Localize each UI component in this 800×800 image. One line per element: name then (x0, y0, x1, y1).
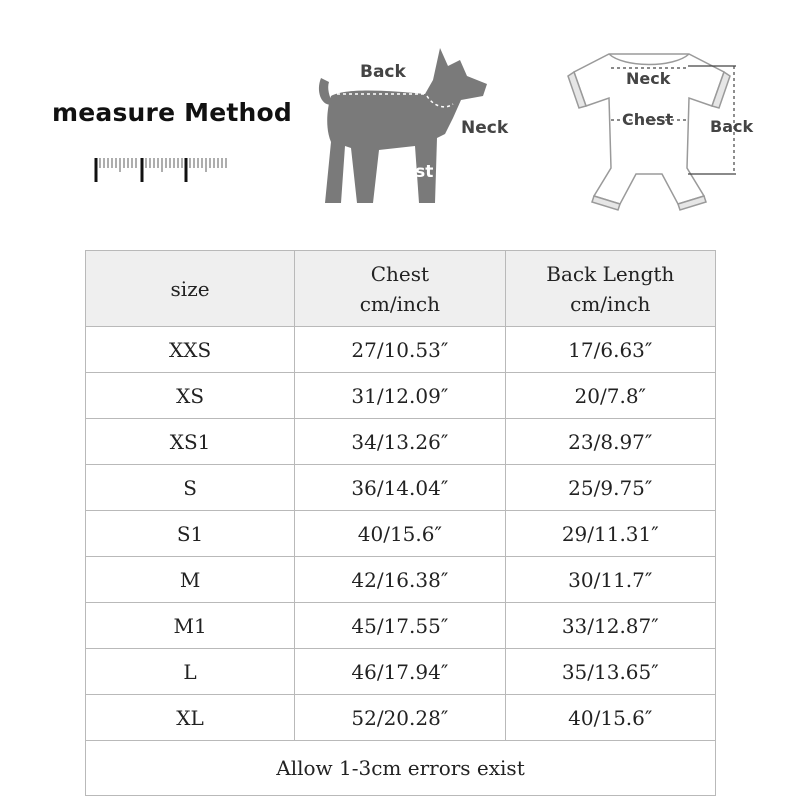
table-row (86, 649, 716, 695)
size-cell: XL (86, 695, 295, 741)
header-back-length (505, 251, 715, 327)
table-row (86, 603, 716, 649)
table-row (86, 511, 716, 557)
ruler-icon (94, 152, 229, 184)
header-back-unit: cm/inch (570, 291, 651, 316)
chest-cell: 45/17.55″ (295, 603, 505, 649)
measure-method-title: measure Method (52, 98, 292, 127)
chest-cell: 27/10.53″ (295, 327, 505, 373)
size-cell: L (86, 649, 295, 695)
shirt-back-label: Back (710, 117, 754, 136)
size-cell: XXS (86, 327, 295, 373)
size-chart-table (85, 250, 716, 796)
size-cell: XS1 (86, 419, 295, 465)
back-length-cell: 35/13.65″ (505, 649, 715, 695)
table-row (86, 373, 716, 419)
chest-cell: 46/17.94″ (295, 649, 505, 695)
back-length-cell: 29/11.31″ (505, 511, 715, 557)
chest-cell: 34/13.26″ (295, 419, 505, 465)
back-length-cell: 30/11.7″ (505, 557, 715, 603)
size-cell: S (86, 465, 295, 511)
table-header-row (86, 251, 716, 327)
size-cell: M1 (86, 603, 295, 649)
table-row (86, 695, 716, 741)
shirt-chest-label: Chest (622, 110, 674, 129)
chest-cell: 31/12.09″ (295, 373, 505, 419)
dog-chest-label: Chest (379, 162, 434, 182)
back-length-cell: 25/9.75″ (505, 465, 715, 511)
back-length-cell: 23/8.97″ (505, 419, 715, 465)
chest-cell: 36/14.04″ (295, 465, 505, 511)
shirt-measurement-illustration (564, 48, 764, 208)
size-cell: XS (86, 373, 295, 419)
size-cell: S1 (86, 511, 295, 557)
back-length-cell: 33/12.87″ (505, 603, 715, 649)
header-chest (295, 251, 505, 327)
header-chest-unit: cm/inch (359, 291, 440, 316)
tolerance-note: Allow 1-3cm errors exist (86, 741, 716, 796)
shirt-neck-label: Neck (626, 69, 671, 88)
dog-back-label: Back (360, 62, 406, 82)
header-back-title: Back Length (546, 261, 675, 286)
header-chest-title: Chest (370, 261, 430, 286)
size-cell: M (86, 557, 295, 603)
table-row (86, 557, 716, 603)
header-size: size (86, 251, 295, 327)
chest-cell: 52/20.28″ (295, 695, 505, 741)
dog-measurement-illustration (315, 38, 509, 210)
table-note-row (86, 741, 716, 796)
table-row (86, 327, 716, 373)
table-row (86, 465, 716, 511)
dog-neck-label: Neck (461, 118, 509, 138)
back-length-cell: 40/15.6″ (505, 695, 715, 741)
chest-cell: 42/16.38″ (295, 557, 505, 603)
back-length-cell: 17/6.63″ (505, 327, 715, 373)
table-row (86, 419, 716, 465)
back-length-cell: 20/7.8″ (505, 373, 715, 419)
chest-cell: 40/15.6″ (295, 511, 505, 557)
